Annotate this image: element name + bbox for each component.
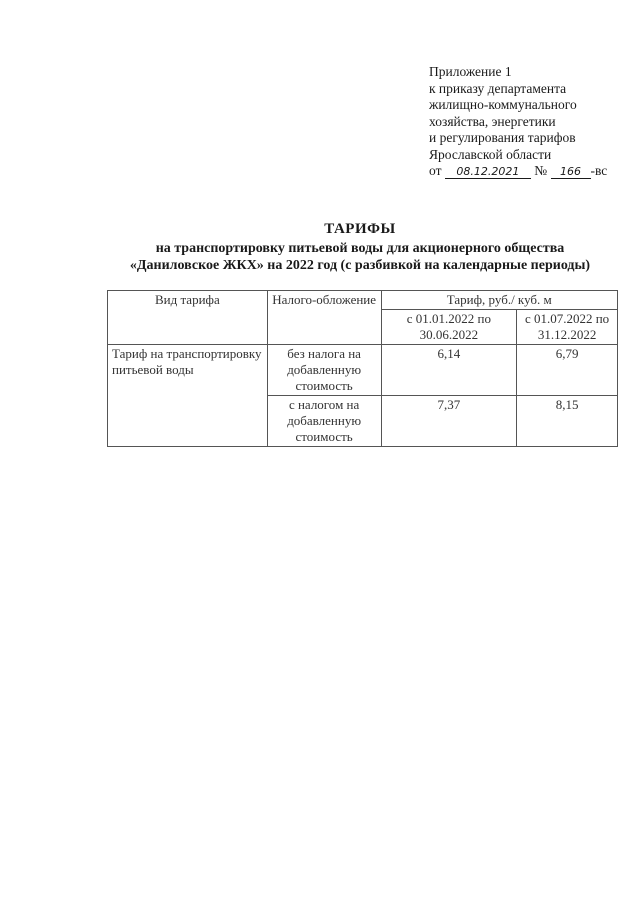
row-taxation: без налога на добавленную стоимость <box>267 345 381 396</box>
document-subtitle-line-1: на транспортировку питьевой воды для акционерного общества <box>155 241 565 256</box>
order-date: 08.12.2021 <box>445 166 531 179</box>
order-suffix: -вс <box>590 163 608 178</box>
header-period-2: с 01.07.2022 по 31.12.2022 <box>517 310 618 345</box>
appendix-line: и регулирования тарифов <box>429 130 576 145</box>
table-header-row <box>108 291 618 310</box>
order-number: 166 <box>551 166 591 179</box>
tariff-table <box>107 290 618 447</box>
header-period-1: с 01.01.2022 по 30.06.2022 <box>381 310 517 345</box>
row-taxation: с налогом на добавленную стоимость <box>267 396 381 447</box>
appendix-line: хозяйства, энергетики <box>429 113 556 129</box>
header-tariff-unit: Тариф, руб./ куб. м <box>381 291 617 310</box>
row-value-period-2: 8,15 <box>517 396 618 447</box>
table-row <box>108 345 618 396</box>
header-taxation: Налого-обложение <box>267 291 381 345</box>
appendix-line: Ярославской области <box>429 146 552 162</box>
row-value-period-1: 6,14 <box>381 345 517 396</box>
appendix-block <box>429 64 629 180</box>
row-tariff-type: Тариф на транспортировку питьевой воды <box>108 345 268 447</box>
row-value-period-2: 6,79 <box>517 345 618 396</box>
row-value-period-1: 7,37 <box>381 396 517 447</box>
number-label: № <box>534 163 548 178</box>
document-title: ТАРИФЫ <box>324 221 396 237</box>
appendix-line: Приложение 1 <box>429 64 512 79</box>
from-label: от <box>429 163 442 178</box>
appendix-line: к приказу департамента <box>429 80 567 96</box>
document-subtitle-line-2: «Даниловское ЖКХ» на 2022 год (с разбивкой на календарные периоды) <box>129 258 591 273</box>
header-tariff-type: Вид тарифа <box>108 291 268 345</box>
order-date-line <box>429 163 629 180</box>
appendix-line: жилищно-коммунального <box>429 97 577 112</box>
